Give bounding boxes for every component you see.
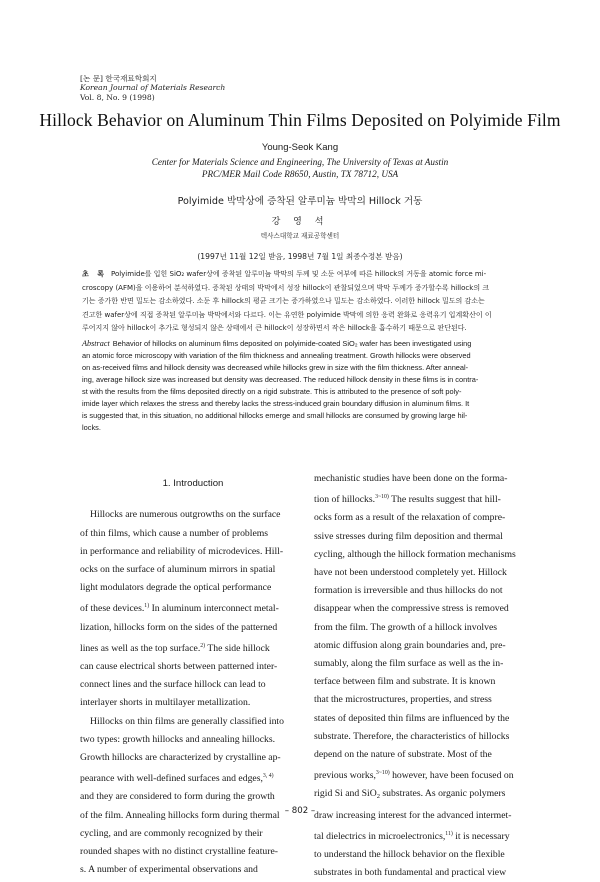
body-line: in performance and reliability of microdevices. Hill- [80,545,284,557]
body-line: atomic diffusion along grain boundaries and, pre- [314,639,506,651]
abstract-line: locks. [82,423,101,432]
korean-abstract-line: croscopy (AFM)을 이용하여 분석하였다. 증착된 상태의 박막에서 성장 hillock이 관찰되었으며 박막 두께가 증가할수록 hillock의 크 [82,283,490,292]
body-line: rigid Si and SiO$_2$ substrates. As organic polymers [314,788,506,801]
korean-title: Polyimide 박막상에 증착된 알루미늄 박막의 Hillock 거동 [177,196,423,207]
citation: 3, 4) [262,773,274,780]
body-line: two types: growth hillocks and annealing hillocks. [80,733,276,745]
abstract-line: st with the results from the films deposited directly on a rigid substrate. This is attributed to the presence of soft poly- [82,387,462,396]
body-line: of these devices.$^{1)}$ In aluminum interconnect metal- [80,603,279,615]
received-dates: (1997년 11월 12일 받음, 1998년 7월 1일 최종수정본 받음) [197,252,403,261]
affiliation-line-2: PRC/MER Mail Code R8650, Austin, TX 78712, USA [201,169,399,180]
body-line: mechanistic studies have been done on the forma- [314,473,508,484]
body-line: interlayer shorts in multilayer metallization. [80,697,251,709]
citation: 3~10) [375,770,390,777]
citation: 1) [144,603,150,610]
body-line: cycling, although the hillock formation mechanisms [314,548,516,560]
body-line: tal dielectrics in microelectronics,$^{11)}$ it is necessary [314,830,510,842]
body-line: Hillocks on thin films are generally classified into [90,715,284,727]
body-line: rounded shapes with no distinct crystalline feature- [80,846,278,858]
citation: 11) [445,830,453,837]
citation: 2) [200,642,206,649]
body-line: disappear when the compressive stress is removed [314,603,509,615]
abstract-line: imide layer which relaxes the stress and thereby lacks the stress-induced grain boundary diffusion in aluminum films. It [82,399,470,408]
body-line: depend on the nature of substrate. Most of the [314,749,492,761]
body-line: states of deposited thin films are influenced by the [314,712,510,724]
abstract-line: is suggested that, in this situation, no additional hillocks emerge and small hillocks are consumed by growing large hil- [82,411,468,420]
body-line: Hillocks are numerous outgrowths on the surface [90,509,281,521]
body-line: from the film. The growth of a hillock involves [314,621,498,633]
body-line: previous works,$^{3\sim 10)}$ however, have been focused on [314,770,514,782]
body-line: s. A number of experimental observations and [80,864,258,876]
korean-author: 강 영 석 [271,217,329,227]
body-line: Growth hillocks are characterized by crystalline ap- [80,752,281,764]
left-column [80,470,306,879]
abstract-label: Abstract [82,339,110,348]
body-line: substrate. Therefore, the characteristics of hillocks [314,730,510,742]
body-line: and they are considered to form during the growth [80,791,275,803]
body-line: of the film. Annealing hillocks form during thermal [80,809,280,821]
affiliation [0,156,600,180]
body-line: pearance with well-defined surfaces and edges,$^{3, 4)}$ [80,773,274,785]
body-line: connect lines and the surface hillock can lead to [80,679,266,691]
body-line: ocks on the surface of aluminum mirrors in spatial [80,563,276,575]
korean-abstract-line: 기는 증가한 반면 밀도는 감소하였다. 소둔 후 hillock의 평균 크기는 증가하였으나 밀도는 감소하였다. 이러한 hillock 밀도의 감소는 [82,297,485,306]
body-line: light modulators degrade the optical performance [80,582,272,594]
journal-name: Korean Journal of Materials Research [80,83,226,93]
korean-affiliation: 텍사스대학교 재료공학센터 [260,232,340,240]
korean-abstract-line: 루어지지 않아 hillock이 추가로 형성되지 않은 상태에서 큰 hillock이 성장하면서 작은 hillock을 흡수하기 때문으로 판단된다. [82,324,467,333]
body-line: that the microstructures, properties, and stress [314,694,492,706]
citation: 3~10) [375,494,389,501]
body-line: ssive stresses during film deposition and thermal [314,530,503,542]
right-column [314,470,526,882]
body-line: sumably, along the film surface as well as the in- [314,658,504,670]
body-line: ocks form as a result of the relaxation of compre- [314,512,506,524]
category-label: [논 문] 한국재료학회지 [80,74,157,83]
body-line: tion of hillocks.$^{3\sim 10)}$ The results suggest that hill- [314,494,501,506]
body-line: formation is irreversible and thus hillocks do not [314,585,503,597]
journal-header [80,74,225,102]
body-line: substrates in both fundamental and practical view [314,867,507,879]
body-line: terface between film and substrate. It is known [314,676,496,688]
english-abstract [82,338,524,434]
korean-abstract [82,268,522,336]
body-line: to understand the hillock behavior on the flexible [314,849,505,861]
body-line: lization, hillocks form on the sides of the patterned [80,621,278,633]
body-line: can cause electrical shorts between patterned inter- [80,661,278,672]
author-name: Young-Seok Kang [261,142,339,153]
korean-abstract-line: 초 록 Polyimide를 입힌 SiO₂ wafer상에 증착된 알루미늄 박막의 두께 및 소둔 여부에 따른 hillock의 거동을 atomic force mi- [82,270,487,278]
korean-abstract-line: 견고한 wafer상에 직접 증착된 알루미늄 박막에서와 다르다. 이는 유연한 polyimide 박막에 의한 응력 완화로 응력유기 입계확산이 이 [82,310,492,319]
abstract-line: on as-received films and hillock density was decreased while hillocks grew in size with the film thickness. After anneal- [82,363,469,372]
body-line: lines as well as the top surface.$^{2)}$ The side hillock [80,642,270,654]
article-title: Hillock Behavior on Aluminum Thin Films Deposited on Polyimide Film [39,110,561,130]
volume-line: Vol. 8, No. 9 (1998) [80,92,155,102]
page-number: – 802 – [284,806,316,816]
affiliation-line-1: Center for Materials Science and Engineering, The University of Texas at Austin [151,157,449,167]
body-line: of thin films, which cause a number of problems [80,527,269,539]
body-line: draw increasing interest for the advanced intermet- [314,809,512,821]
section-heading: 1. Introduction [162,478,224,489]
abstract-line: Abstract Behavior of hillocks on aluminum films deposited on polyimide-coated SiO₂ wafer has been investigated using [82,339,472,348]
body-line: cycling, and are commonly recognized by their [80,827,263,839]
korean-abstract-label: 초 록 [82,270,107,278]
abstract-line: ing, average hillock size was increased but density was decreased. The reduced hillock density in these films is in contra- [82,375,479,384]
abstract-line: an atomic force microscopy with variation of the film thickness and annealing treatment. Growth hillocks were observed [82,351,471,360]
body-line: have not been understood completely yet. Hillock [314,567,507,579]
